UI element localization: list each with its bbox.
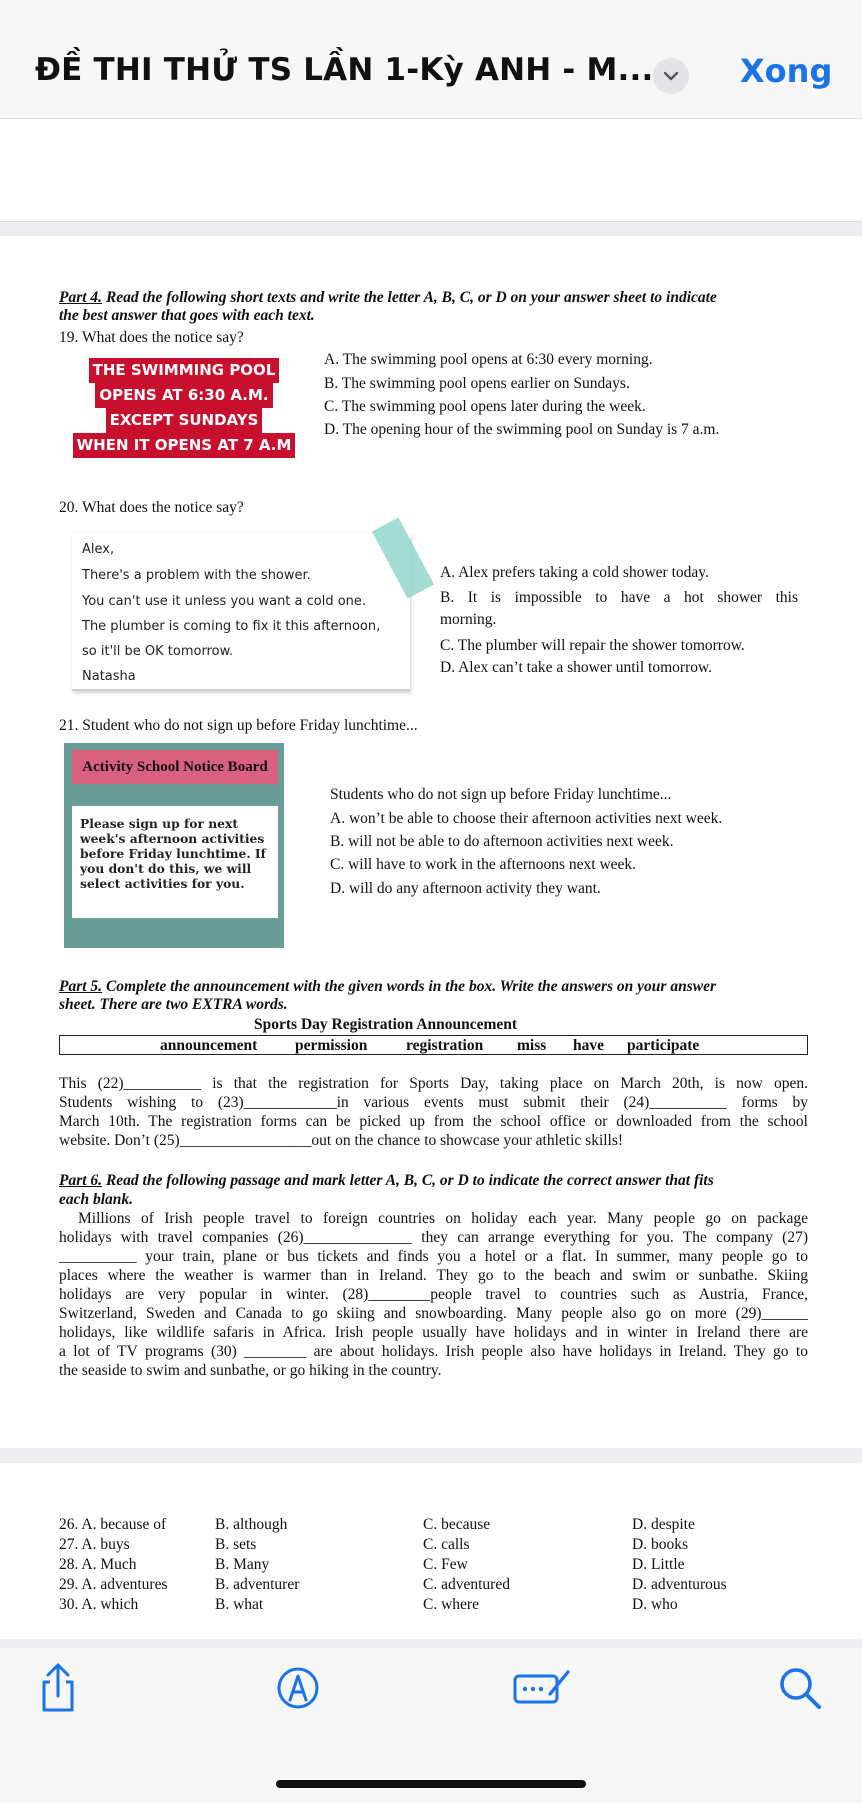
q21-option-a: A. won’t be able to choose their afternoon activities next week.: [330, 810, 723, 827]
answer-option: C. because: [423, 1516, 491, 1533]
answer-option: 27. A. buys: [59, 1536, 130, 1553]
chevron-down-icon: [662, 70, 680, 82]
notice-line: OPENS AT 6:30 A.M.: [95, 383, 272, 408]
swimming-pool-notice: [70, 358, 298, 464]
q19-question: 19. What does the notice say?: [59, 329, 244, 346]
previous-page: [0, 118, 862, 222]
top-navigation-bar: [0, 0, 862, 118]
board-text: Please sign up for next week's afternoon activities before Friday lunchtime. If you don't do this, we will select activities for you.: [72, 806, 278, 918]
passage-line: a lot of TV programs (30) ________ are about holidays. Irish people also have holidays in Ireland. They go to: [59, 1343, 808, 1360]
notice-line: WHEN IT OPENS AT 7 A.M: [73, 433, 296, 458]
answer-option: C. Few: [423, 1556, 468, 1573]
answer-option: B. adventurer: [215, 1576, 300, 1593]
announcement-line: Students wishing to (23)____________in various events must submit their (24)__________ forms by: [59, 1094, 808, 1111]
q20-question: 20. What does the notice say?: [59, 499, 244, 516]
q19-option-d: D. The opening hour of the swimming pool on Sunday is 7 a.m.: [324, 421, 720, 438]
announcement-line: March 10th. The registration forms can be picked up from the school office or downloaded from the school: [59, 1113, 808, 1130]
q20-option-b: B. It is impossible to have a hot shower this: [440, 589, 798, 606]
part6-instruction-line2: each blank.: [59, 1191, 134, 1208]
answer-option: C. adventured: [423, 1576, 510, 1593]
part6-instruction-line1: Part 6. Read the following passage and mark letter A, B, C, or D to indicate the correct answer that fits: [59, 1172, 714, 1189]
q21-option-b: B. will not be able to do afternoon activities next week.: [330, 833, 674, 850]
q21-stem: Students who do not sign up before Friday lunchtime...: [330, 786, 672, 803]
answer-option: B. sets: [215, 1536, 257, 1553]
answer-option: 26. A. because of: [59, 1516, 167, 1533]
note-line: You can't use it unless you want a cold one.: [82, 594, 367, 609]
word-item: registration: [406, 1037, 484, 1054]
answer-option: D. Little: [632, 1556, 685, 1573]
answer-option: B. what: [215, 1596, 264, 1613]
part4-instruction-line2: the best answer that goes with each text.: [59, 307, 315, 324]
passage-line: holidays, like wildlife safaris in Africa. Irish people usually have holidays and in winter in Ireland there are: [59, 1324, 808, 1341]
title-menu-button[interactable]: [653, 58, 689, 94]
part5-heading: Part 5.: [59, 978, 103, 995]
search-icon[interactable]: [776, 1664, 824, 1712]
passage-line: the seaside to swim and sunbathe, or go hiking in the country.: [59, 1362, 442, 1379]
notice-line: THE SWIMMING POOL: [89, 358, 280, 383]
answer-option: B. Many: [215, 1556, 270, 1573]
part5-instruction-line1: Part 5. Complete the announcement with the given words in the box. Write the answers on your answer: [59, 978, 716, 995]
answer-option: D. who: [632, 1596, 678, 1613]
answer-option: D. books: [632, 1536, 688, 1553]
word-item: permission: [295, 1037, 368, 1054]
annotate-icon[interactable]: [512, 1666, 574, 1706]
board-title: Activity School Notice Board: [72, 750, 278, 784]
passage-line: Switzerland, Sweden and Canada to go skiing and snowboarding. Many people also go on more (29)______: [59, 1305, 808, 1322]
answer-option: 29. A. adventures: [59, 1576, 168, 1593]
note-line: so it'll be OK tomorrow.: [82, 644, 234, 659]
answer-option: B. although: [215, 1516, 288, 1533]
part6-heading: Part 6.: [59, 1172, 103, 1189]
q20-option-b-cont: morning.: [440, 611, 497, 628]
note-line: The plumber is coming to fix it this afternoon,: [82, 619, 381, 634]
handwritten-note: [72, 533, 410, 691]
word-item: participate: [627, 1037, 700, 1054]
note-line: Natasha: [82, 669, 136, 684]
q19-option-b: B. The swimming pool opens earlier on Sundays.: [324, 375, 630, 392]
notice-line: EXCEPT SUNDAYS: [106, 408, 263, 433]
q20-option-c: C. The plumber will repair the shower tomorrow.: [440, 637, 745, 654]
answer-option: D. adventurous: [632, 1576, 727, 1593]
q21-option-c: C. will have to work in the afternoons next week.: [330, 856, 637, 873]
word-item: announcement: [160, 1037, 258, 1054]
document-title[interactable]: ĐỀ THI THỬ TS LẦN 1-Kỳ ANH - M...: [35, 52, 654, 88]
passage-line: __________ your train, plane or bus tickets and finds you a hotel or a flat. In summer, many people go to: [59, 1248, 808, 1265]
note-line: Alex,: [82, 542, 115, 557]
passage-line: Millions of Irish people travel to foreign countries on holiday each year. Many people go on package: [78, 1210, 808, 1227]
answer-option: C. where: [423, 1596, 479, 1613]
passage-line: holidays with travel companies (26)______________ they can arrange everything for you. The company (27): [59, 1229, 808, 1246]
done-button[interactable]: Xong: [740, 52, 833, 90]
answer-option: C. calls: [423, 1536, 470, 1553]
markup-icon[interactable]: [276, 1666, 320, 1710]
announcement-title: Sports Day Registration Announcement: [254, 1016, 518, 1033]
passage-line: places where the weather is warmer than in Ireland. They go to the beach and swim or sunbathe. Skiing: [59, 1267, 808, 1284]
answer-option: 28. A. Much: [59, 1556, 137, 1573]
q20-option-d: D. Alex can’t take a shower until tomorrow.: [440, 659, 713, 676]
q19-option-a: A. The swimming pool opens at 6:30 every morning.: [324, 351, 653, 368]
share-icon[interactable]: [36, 1662, 80, 1714]
announcement-line: website. Don’t (25)_________________out on the chance to showcase your athletic skills!: [59, 1132, 624, 1149]
q20-option-a: A. Alex prefers taking a cold shower today.: [440, 564, 709, 581]
answer-option: D. despite: [632, 1516, 695, 1533]
answer-option: 30. A. which: [59, 1596, 139, 1613]
q21-option-d: D. will do any afternoon activity they want.: [330, 880, 601, 897]
q21-question: 21. Student who do not sign up before Friday lunchtime...: [59, 717, 418, 734]
note-line: There's a problem with the shower.: [82, 568, 311, 583]
home-indicator[interactable]: [276, 1780, 586, 1788]
word-item: miss: [517, 1037, 547, 1054]
part5-instruction-line2: sheet. There are two EXTRA words.: [59, 996, 288, 1013]
part4-instruction-line1: Part 4. Read the following short texts and write the letter A, B, C, or D on your answer sheet to indicate: [59, 289, 717, 306]
part4-heading: Part 4.: [59, 289, 103, 306]
word-item: have: [573, 1037, 604, 1054]
passage-line: holidays are very popular in winter. (28)________people travel to countries such as Austria, France,: [59, 1286, 808, 1303]
announcement-line: This (22)__________ is that the registration for Sports Day, taking place on March 20th, is now open.: [59, 1075, 808, 1092]
q19-option-c: C. The swimming pool opens later during the week.: [324, 398, 646, 415]
